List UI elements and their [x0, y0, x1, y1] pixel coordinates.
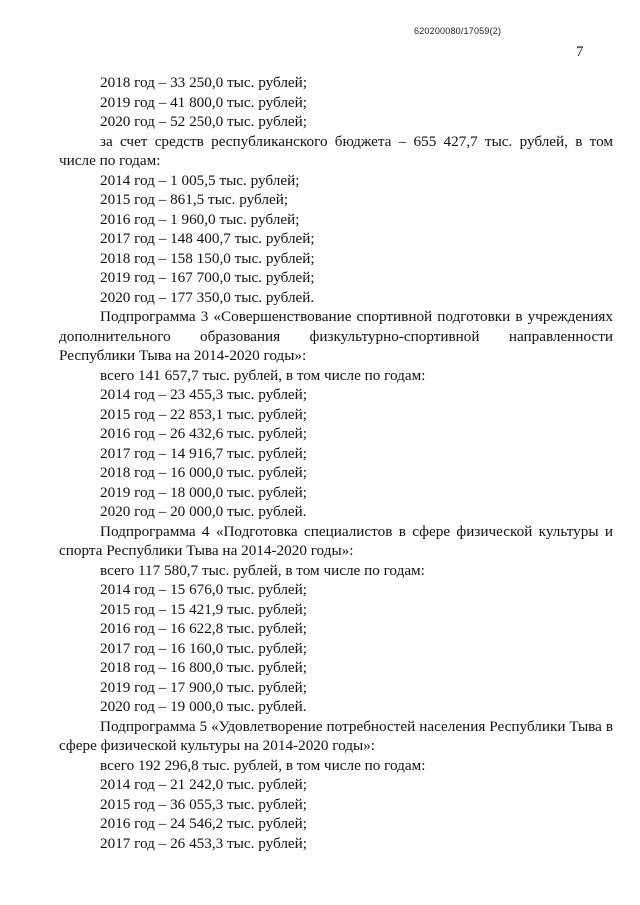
text-line: 2019 год – 167 700,0 тыс. рублей;	[100, 269, 315, 286]
text-line: 2015 год – 861,5 тыс. рублей;	[100, 191, 289, 208]
text-line: 2015 год – 22 853,1 тыс. рублей;	[100, 405, 308, 423]
text-line: 2014 год – 21 242,0 тыс. рублей;	[100, 776, 308, 793]
text-line: 2016 год – 26 432,6 тыс. рублей;	[100, 425, 308, 442]
text-line: 2018 год – 16 800,0 тыс. рублей;	[100, 659, 308, 676]
text-line: всего 192 296,8 тыс. рублей, в том числе по годам:	[100, 756, 426, 774]
text-line: 2019 год – 17 900,0 тыс. рублей;	[100, 678, 308, 696]
text-paragraph: Подпрограмма 3 «Совершенствование спортивной подготовки в учреждениях дополнительного образования физкультурно-спортивной направленности Республики Тыва на 2014-2020 годы»:	[59, 308, 613, 364]
text-line: 2014 год – 23 455,3 тыс. рублей;	[100, 386, 308, 403]
text-line: 2018 год – 33 250,0 тыс. рублей;	[100, 74, 308, 91]
text-line: 2017 год – 16 160,0 тыс. рублей;	[100, 639, 308, 657]
text-line: 2019 год – 41 800,0 тыс. рублей;	[100, 93, 308, 111]
text-line: всего 117 580,7 тыс. рублей, в том числе по годам:	[100, 561, 425, 579]
text-line: 2016 год – 1 960,0 тыс. рублей;	[100, 210, 300, 228]
text-line: всего 141 657,7 тыс. рублей, в том числе по годам:	[100, 366, 426, 384]
text-paragraph: Подпрограмма 4 «Подготовка специалистов в сфере физической культуры и спорта Республики Тыва на 2014-2020 годы»:	[59, 522, 613, 559]
text-line: 2015 год – 15 421,9 тыс. рублей;	[100, 600, 308, 618]
text-line: 2020 год – 20 000,0 тыс. рублей.	[100, 503, 307, 520]
document-code: 620200080/17059(2)	[414, 26, 502, 36]
text-line: 2016 год – 16 622,8 тыс. рублей;	[100, 620, 308, 637]
text-line: 2020 год – 52 250,0 тыс. рублей;	[100, 113, 308, 130]
text-line: 2014 год – 15 676,0 тыс. рублей;	[100, 581, 308, 598]
text-line: 2018 год – 158 150,0 тыс. рублей;	[100, 249, 315, 267]
text-line: 2017 год – 26 453,3 тыс. рублей;	[100, 834, 308, 852]
text-line: 2016 год – 24 546,2 тыс. рублей;	[100, 815, 308, 832]
text-line: 2017 год – 14 916,7 тыс. рублей;	[100, 444, 308, 462]
page-number: 7	[576, 44, 584, 60]
text-paragraph: Подпрограмма 5 «Удовлетворение потребностей населения Республики Тыва в сфере физической культуры на 2014-2020 годы»:	[59, 717, 613, 754]
text-line: 2017 год – 148 400,7 тыс. рублей;	[100, 230, 315, 247]
text-line: 2018 год – 16 000,0 тыс. рублей;	[100, 464, 308, 481]
document-body	[59, 73, 613, 853]
text-line: 2019 год – 18 000,0 тыс. рублей;	[100, 483, 308, 501]
text-line: 2015 год – 36 055,3 тыс. рублей;	[100, 795, 308, 813]
text-paragraph: за счет средств республиканского бюджета – 655 427,7 тыс. рублей, в том числе по годам:	[59, 132, 613, 169]
text-line: 2020 год – 19 000,0 тыс. рублей.	[100, 698, 307, 715]
text-line: 2020 год – 177 350,0 тыс. рублей.	[100, 288, 315, 306]
text-line: 2014 год – 1 005,5 тыс. рублей;	[100, 171, 300, 189]
